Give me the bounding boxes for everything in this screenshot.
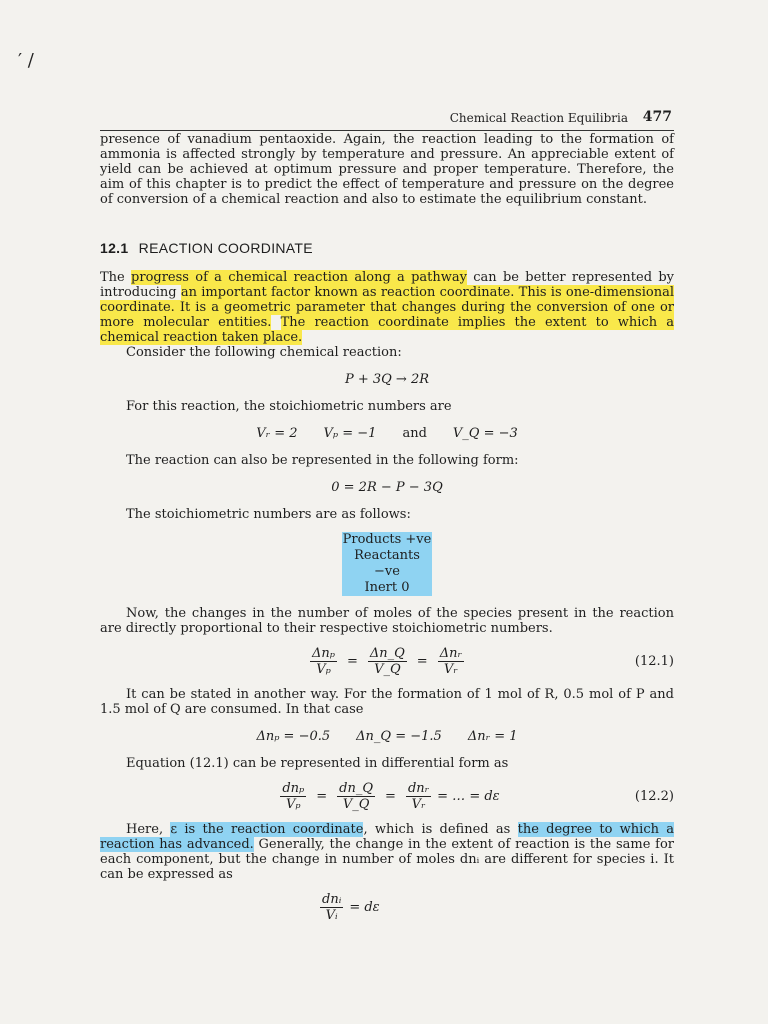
numerator: dnₚ [282,781,305,796]
proportional-text: Now, the changes in the number of moles of the species present in the reaction are directly proportional to their respective stoichiometric numbers. [100,606,674,636]
final-equation [314,892,674,923]
stoich-r: Vᵣ = 2 [256,426,298,441]
stoich-values [100,426,674,441]
numerator: dn_Q [339,781,374,796]
highlight-blue: the degree to which a reaction has advanced. [100,822,675,852]
and-word: and [402,426,427,441]
numerator: Δnᵣ [439,646,462,661]
fraction-p [280,781,306,812]
text-span: The [100,270,132,285]
numerator: dnᵢ [322,892,342,907]
denominator: Vₚ [316,662,331,677]
consider-text: Consider the following chemical reaction: [126,345,402,360]
inert-sign: Inert 0 [364,580,410,595]
numerator: dnᵣ [407,781,430,796]
denominator: Vᵣ [411,797,426,812]
text-span: , which is defined as [363,822,518,837]
equation-12-2: $\frac{\text{dnₚ}}{\text{Vₚ}}$ = $\frac{dn\_Q}{V\_Q}$ = $\frac{\text{dnᵣ}}{\text{Vᵣ}}$ = … = dε (12.2) [282,781,674,812]
page-header [100,108,674,131]
equation-12-1: $\frac{\text{Δnₚ}}{\text{Vₚ}}$ = $\frac{\Delta n\_Q}{V\_Q}$ = $\frac{\text{Δnᵣ}}{\text{Vᵣ}}$ (12.1) [312,646,674,677]
delta-values [100,729,674,744]
page-number: 477 [642,109,672,125]
fraction-q [368,646,407,677]
reactants-sign: Reactants −ve [354,548,420,579]
numerator: Δnₚ [312,646,335,661]
fraction-p [310,646,337,677]
intro-paragraph: presence of vanadium pentaoxide. Again, the reaction leading to the formation of ammonia is affected strongly by temperature and pressure. An appreciable extent of yield can be achieved at optimum pressure and proper temperature. Therefore, the aim of this chapter is to predict the effect of temperature and pressure on the degree of conversion of a chemical reaction and also to estimate the equilibrium constant. [100,132,674,207]
denominator: Vᵢ [325,908,338,923]
section-heading [100,241,674,256]
stoich-q: V_Q = −3 [452,426,518,441]
text-span: Generally, the change in the extent of reaction is the same for each component, but the change in number of moles dnᵢ are different for species i. It can be expressed as [100,837,675,882]
text-span [271,315,280,330]
delta-p: Δnₚ = −0.5 [256,729,331,744]
denominator: Vᵣ [443,662,458,677]
fraction-r [438,646,464,677]
denominator: V_Q [342,797,370,812]
fraction-i [320,892,343,923]
equation-tail: = … = dε [437,789,500,804]
running-title: Chemical Reaction Equilibria [449,111,628,125]
numerator: Δn_Q [369,646,405,661]
stoich-intro: For this reaction, the stoichiometric numbers are [126,399,452,414]
equation-label: (12.1) [634,654,674,669]
margin-mark: ′ / [18,50,34,71]
text-span: can be better represented by introducing [100,270,674,300]
alt-form-text: The reaction can also be represented in the following form: [126,453,519,468]
stoich-follows: The stoichiometric numbers are as follows: [126,507,411,522]
products-sign: Products +ve [342,532,432,547]
denominator: V_Q [374,662,401,677]
section-number: 12.1 [100,240,129,256]
highlight-yellow: The reaction coordinate implies the extent to which a chemical reaction taken place. [100,315,674,345]
text-span: Here, [126,822,171,837]
stated-text: It can be stated in another way. For the formation of 1 mol of R, 0.5 mol of P and 1.5 mol of Q are consumed. In that case [100,687,674,717]
page-body [100,132,674,933]
section-title: REACTION COORDINATE [138,240,313,256]
fraction-q [337,781,375,812]
fraction-r [406,781,431,812]
highlight-yellow: progress of a chemical reaction along a pathway [131,270,467,285]
equation-label: (12.2) [634,789,674,804]
reaction-equation: P + 3Q → 2R [344,372,430,387]
delta-q: Δn_Q = −1.5 [356,729,442,744]
delta-r: Δnᵣ = 1 [467,729,518,744]
denominator: Vₚ [286,797,301,812]
highlight-yellow: an important factor known as reaction coordinate. This is one-dimensional coordinate. It is a geometric parameter that changes during the conversion of one or more molecular entities. [100,285,674,330]
differential-text: Equation (12.1) can be represented in differential form as [126,756,509,771]
equation-rhs: = dε [349,900,380,915]
stoich-p: Vₚ = −1 [323,426,377,441]
reaction-coordinate-paragraph [100,270,674,345]
alt-equation: 0 = 2R − P − 3Q [331,480,443,495]
sign-convention-box [342,532,432,596]
here-paragraph [100,822,674,882]
highlight-blue: ε is the reaction coordinate [170,822,364,837]
